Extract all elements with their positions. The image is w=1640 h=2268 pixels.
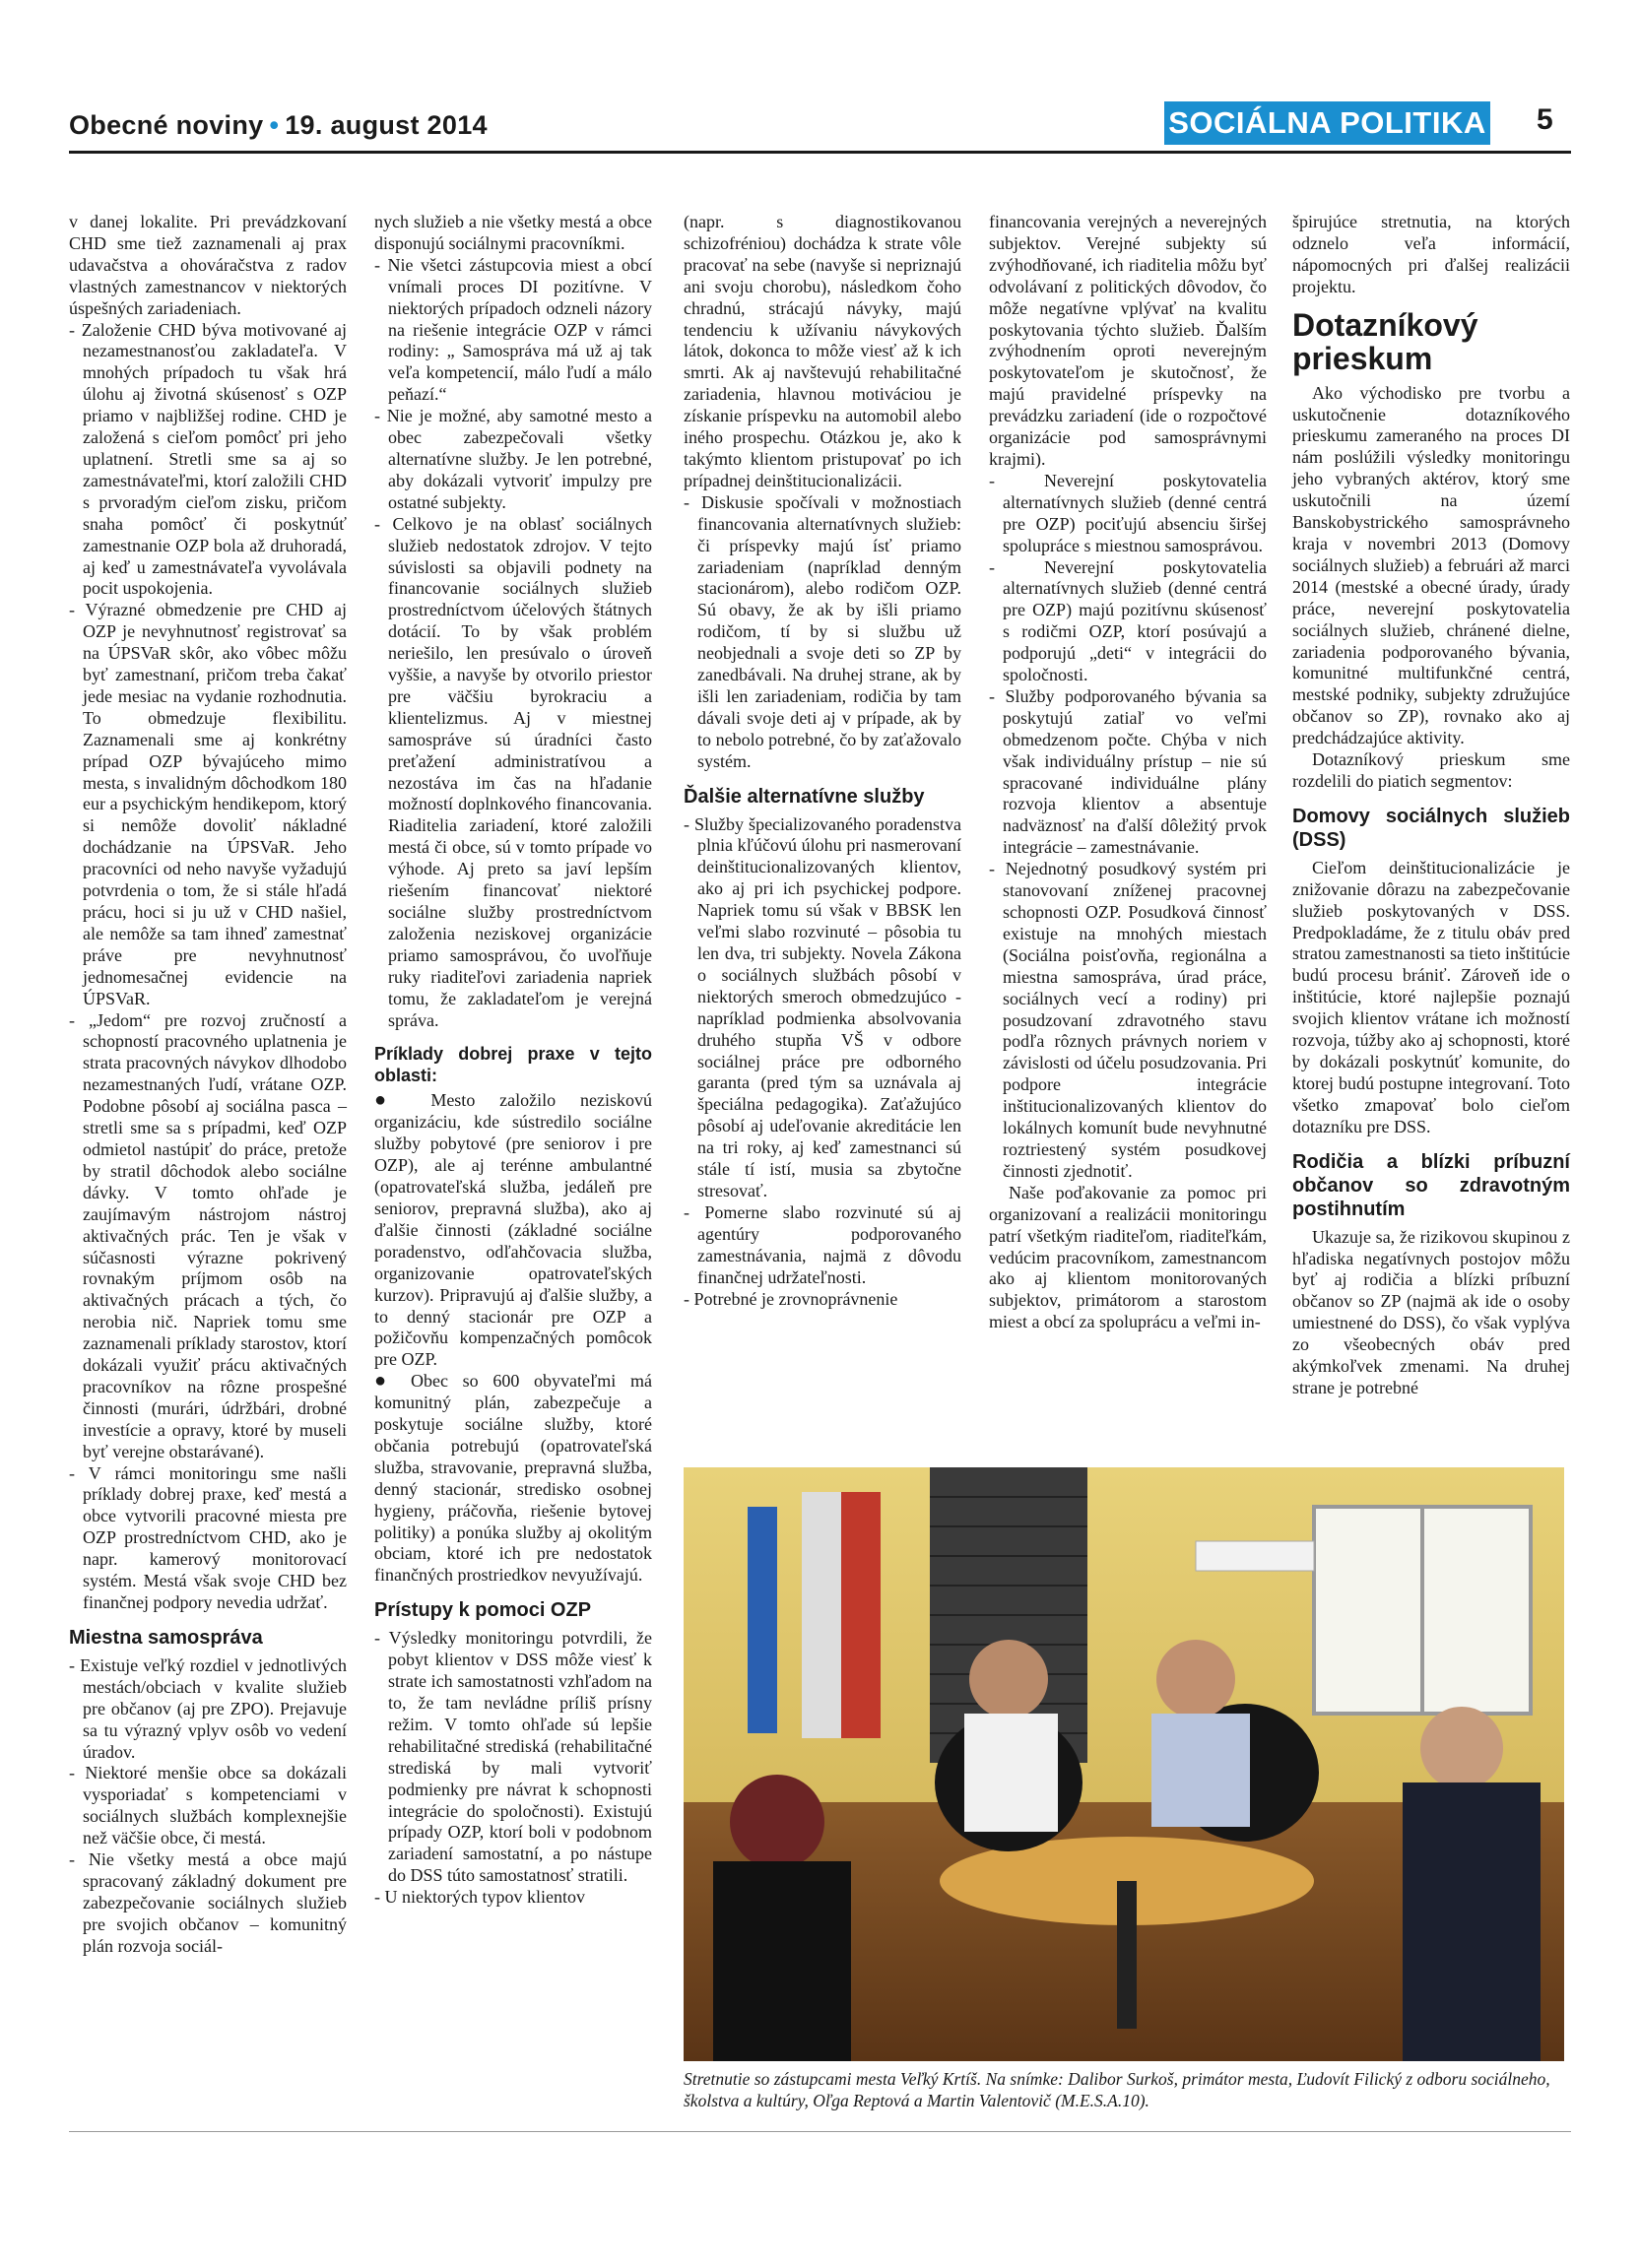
separator-dot: • — [269, 110, 280, 140]
paragraph: (napr. s diagnostikovanou schizofréniou) dochádza k strate vôle pracovať na sebe (navyše si nepriznajú ani svoju chorobu), následkom čoho chradnú, strácajú návyky, majú tendenciu k užívaniu návykových látok, dokonca to môže viesť až k ich smrti. Ak aj navštevujú rehabilitačné zariadenia, hlavnou motiváciou je získanie príspevku na automobil alebo iného prospechu. Otázkou je, ako k takýmto klientom pristupovať po ich prípadnej deinštitucionalizácii. — [684, 212, 961, 490]
meeting-photo — [684, 1467, 1564, 2061]
subheading: Rodičia a blízki príbuzní občanov so zdravotným postihnutím — [1292, 1150, 1570, 1220]
subheading: Prístupy k pomoci OZP — [374, 1599, 592, 1622]
paragraph: - Nie všetky mestá a obce majú spracovaný základný dokument pre zabezpečovanie sociálnych služieb pre svojich občanov – komunitný plán rozvoja sociál- — [69, 1849, 347, 1956]
masthead — [69, 110, 488, 141]
paragraph: Ako východisko pre tvorbu a uskutočnenie dotazníkového prieskumu zameraného na proces DI nám poslúžili výsledky monitoringu jeho vybraných aktérov, ktorý sme uskutočnili na území Banskobystrického samosprávneho kraja v novembri 2013 (Domovy sociálnych služieb) a februári až marci 2014 (mestské a obecné úrady, úrady práce, neverejní poskytovatelia sociálnych služieb, chránené dielne, zariadenia podporovaného bývania, komunitné multifunkčné centrá, mestské podniky, subjekty združujúce občanov so ZP), rovnako ako aj predchádzajúce aktivity. — [1292, 382, 1570, 748]
header-rule — [69, 151, 1571, 154]
paragraph: - Nie všetci zástupcovia miest a obcí vnímali proces DI pozitívne. V niektorých prípadoch odzneli názory na riešenie integrácie OZP v rámci rodiny: „ Samospráva má už aj tak veľa kompetencií, málo ľudí a málo peňazí.“ — [374, 254, 652, 405]
column-2 — [374, 212, 652, 1909]
paragraph: Naše poďakovanie za pomoc pri organizovaní a realizácii monitoringu patrí všetkým riaditeľom, riaditeľkám, vedúcim pracovníkom, zamestnancom ako aj klientom monitorovaných subjektov, primátorom a starostom miest a obcí za spoluprácu a veľmi in- — [989, 1182, 1267, 1332]
bullet-icon: ● — [374, 1089, 407, 1112]
bullet-item — [374, 1090, 652, 1371]
page-number: 5 — [1537, 103, 1553, 136]
paragraph: Dotazníkový prieskum sme rozdelili do piatich segmentov: — [1292, 749, 1570, 791]
paragraph: financovania verejných a neverejných subjektov. Verejné subjekty sú zvýhodňované, ich riaditelia môžu byť odvolávaní z politických dôvodov, čo môže negatívne vplývať na kvalitu poskytovania týchto služieb. Ďalším zvýhodnením oproti neverejným poskytovateľom je skutočnosť, že majú pravidelné príspevky na prevádzku zariadení (ide o rozpočtové organizácie pod samosprávnymi krajmi). — [989, 212, 1267, 469]
paragraph: Cieľom deinštitucionalizácie je znižovanie dôrazu na zabezpečovanie služieb poskytovaných v DSS. Predpokladáme, že z titulu obáv pred stratou zamestnanosti sa tieto inštitúcie budú procesu brániť. Zároveň ide o inštitúcie, ktoré najlepšie poznajú svojich klientov vrátane ich možností rozvoja, túžby ako aj schopnosti, ktoré by dokázali poskytnúť komunite, do ktorej budú postupne integrovaní. Toto všetko zmapovať bolo cieľom dotazníku pre DSS. — [1292, 857, 1570, 1136]
paragraph: nych služieb a nie všetky mestá a obce disponujú sociálnymi pracovníkmi. — [374, 212, 652, 253]
paragraph: - Služby podporovaného bývania sa poskytujú zatiaľ vo veľmi obmedzenom počte. Chýba v nich však individuálny prístup – nie sú spracované individuálne plány rozvoja klientov a absentuje nadväznosť na ďalší dôležitý prvok integrácie – zamestnávanie. — [989, 685, 1267, 858]
paragraph: - Potrebné je zrovnoprávnenie — [684, 1288, 898, 1309]
column-4 — [989, 212, 1267, 1333]
paragraph: - V rámci monitoringu sme našli príklady dobrej praxe, keď mestá a obce vytvorili pracovné miesta pre OZP prostredníctvom CHD, ako je napr. kamerový monitorovací systém. Mestá však svoje CHD bez finančnej podpory nevedia udržať. — [69, 1462, 347, 1612]
paragraph: Ukazuje sa, že rizikovou skupinou z hľadiska negatívnych postojov môžu byť aj rodičia a blízki príbuzní občanov so ZP (najmä ak ide o osoby umiestnené do DSS), čo však vyplýva zo všeobecných obáv pred akýmkoľvek zmenami. Na druhej strane je potrebné — [1292, 1226, 1570, 1397]
paragraph: - Založenie CHD býva motivované aj nezamestnanosťou zakladateľa. V mnohých prípadoch tu však hrá úlohu aj životná skúsenosť s OZP priamo v najbližšej rodine. CHD je založená s cieľom pomôcť pri jeho uplatnení. Stretli sme sa aj so zamestnávateľmi, ktorí založili CHD s prvoradým cieľom zisku, pričom snaha pomôcť či poskytnúť zamestnanie OZP bola až druhoradá, aj keď u zamestnávateľa vyvolávala pocit uspokojenia. — [69, 319, 347, 599]
section-heading: Dotazníkový prieskum — [1292, 306, 1478, 376]
paragraph: - „Jedom“ pre rozvoj zručností a schopností pracovného uplatnenia je strata pracovných návykov dlhodobo nezamestnaných ľudí, vrátane OZP. Podobne pôsobí aj sociálna pasca – stretli sme sa s prípadmi, keď OZP odmietol nastúpiť do práce, pretože by stratil dôchodok alebo sociálne dávky. V tomto ohľade je zaujímavým nástrojom nástroj aktivačných prác. Ten je však v súčasnosti výrazne pokrivený rovnakým príjmom osôb na aktivačných prácach a tých, čo nerobia nič. Napriek tomu sme zaznamenali príklady starostov, ktorí dokázali využiť prácu aktivačných pracovníkov na rôzne prospešné činnosti (murári, údržbári, drobné investície a opravy, ktoré by museli byť verejne obstarávané). — [69, 1009, 347, 1461]
paragraph: - Služby špecializovaného poradenstva plnia kľúčovú úlohu pri nasmerovaní deinštitucionalizovaných klientov, ako aj pri ich psychickej podpore. Napriek tomu sú však v BBSK len veľmi slabo rozvinuté – pôsobia tu len dva, tri subjekty. Novela Zákona o sociálnych službách pôsobí v niektorých smeroch obmedzujúco - napríklad podmienka absolvovania druhého stupňa VŠ v odbore sociálnej práce pre odborného garanta (pred tým sa uznávala aj špeciálna pedagogika). Zaťažujúco pôsobí aj udeľovanie akreditácie len na tri roky, aj keď zamestnanci sú stále tí istí, musia sa zbytočne stresovať. — [684, 813, 961, 1200]
paragraph: v danej lokalite. Pri prevádzkovaní CHD sme tiež zaznamenali aj prax udavačstva a ohováračstva z radov vlastných zamestnancov v niektorých úspešných zariadeniach. — [69, 212, 347, 318]
subheading: Miestna samospráva — [69, 1626, 263, 1649]
subheading: Príklady dobrej praxe v tejto oblasti: — [374, 1044, 652, 1086]
publication-name: Obecné noviny — [69, 110, 264, 140]
column-3 — [684, 212, 961, 1310]
section-title: SOCIÁLNA POLITIKA — [1164, 101, 1490, 145]
paragraph: - Výsledky monitoringu potvrdili, že pobyt klientov v DSS môže viesť k strate ich samostatnosti vzhľadom na to, že tam nevládne príliš prísny režim. V tomto ohľade sú lepšie rehabilitačné strediská (rehabilitačné strediská by mali vytvoriť podmienky pre návrat k schopnosti integrácie do spoločnosti). Existujú prípady OZP, ktorí boli v podobnom zariadení samostatní, a po nástupe do DSS túto samostatnosť stratili. — [374, 1628, 652, 1886]
column-5 — [1292, 212, 1570, 1399]
bullet-text: Obec so 600 obyvateľmi má komunitný plán, zabezpečuje a poskytuje sociálne služby, ktoré občania potrebujú (opatrovateľská služba, stravovanie, prepravná služba, denný stacionár, stredisko osobnej hygieny, práčovňa, riešenie bytovej politiky) a ponúka služby aj okolitým obciam, ktoré ich pre nedostatok finančných prostriedkov nevyužívajú. — [374, 1371, 652, 1586]
paragraph: - Pomerne slabo rozvinuté sú aj agentúry podporovaného zamestnávania, najmä z dôvodu finančnej udržateľnosti. — [684, 1201, 961, 1287]
paragraph: - Existuje veľký rozdiel v jednotlivých mestách/obciach v kvalite služieb pre občanov (aj pre ZPO). Prejavuje sa tu výrazný vplyv osôb vo vedení úradov. — [69, 1654, 347, 1762]
photo-caption: Stretnutie so zástupcami mesta Veľký Krtíš. Na snímke: Dalibor Surkoš, primátor mesta, Ľudovít Filický z odboru sociálneho, školstva a kultúry, Oľga Reptová a Martin Valentovič (M.E.S.A.10). — [684, 2069, 1550, 2110]
paragraph: - Neverejní poskytovatelia alternatívnych služieb (denné centrá pre OZP) majú pozitívnu skúsenosť s rodičmi OZP, ktorí posúvajú a podporujú „deti“ v integrácii do spoločnosti. — [989, 556, 1267, 685]
column-1 — [69, 212, 347, 1958]
paragraph: - Diskusie spočívali v možnostiach financovania alternatívnych služieb: či príspevky majú ísť priamo zariadeniam (napríklad denným stacionárom), alebo rodičom OZP. Sú obavy, že ak by išli priamo rodičom, tí by si službu už neobjednali a svoje deti so ZP by zanedbávali. Na druhej strane, ak by išli len zariadeniam, rodičia by tam dávali svoje deti aj v prípade, ak by to nebolo potrebné, čo by zaťažovalo systém. — [684, 491, 961, 771]
paragraph: - Výrazné obmedzenie pre CHD aj OZP je nevyhnutnosť registrovať sa na ÚPSVaR skôr, ako vôbec môžu byť zamestnaní, pričom treba čakať jede mesiac na vydanie rozhodnutia. To obmedzuje flexibilitu. Zaznamenali sme aj konkrétny prípad OZP bývajúceho mimo mesta, s invalidným dôchodkom 180 eur a psychickým hendikepom, ktorý si nemôže dovoliť nákladné dochádzanie na ÚPSVaR. Jeho pracovníci od neho navyše vyžadujú potvrdenia o tom, že si stále hľadá prácu, hoci si ju už v CHD našiel, ale nemôže sa tam ihneď zamestnať práve pre nevyhnutnosť jednomesačnej evidencie na ÚPSVaR. — [69, 600, 347, 1008]
subheading: Domovy sociálnych služieb (DSS) — [1292, 805, 1570, 851]
bullet-text: Mesto založilo neziskovú organizáciu, kde sústredilo sociálne služby pobytové (pre seniorov i pre OZP), ale aj terénne ambulantné (opatrovateľská služba, jedáleň pre seniorov, prepravná služba), ako aj ďalšie činnosti (základné sociálne poradenstvo, odľahčovacia služba, organizovanie opatrovateľských kurzov). Pripravujú aj ďalšie služby, a to denný stacionár pre OZP a požičovňu kompenzačných pomôcok pre OZP. — [374, 1090, 652, 1370]
paragraph: - Niektoré menšie obce sa dokázali vysporiadať s kompetenciami v sociálnych službách komplexnejšie než väčšie obce, či mestá. — [69, 1763, 347, 1848]
subheading: Ďalšie alternatívne služby — [684, 785, 925, 808]
paragraph: špirujúce stretnutia, na ktorých odznelo veľa informácií, nápomocných pri ďalšej realizácii projektu. — [1292, 212, 1570, 296]
photo-meeting-icon — [684, 1467, 1564, 2061]
bullet-icon: ● — [374, 1370, 397, 1393]
issue-date: 19. august 2014 — [285, 110, 488, 140]
paragraph: - Nie je možné, aby samotné mesto a obec zabezpečovali všetky alternatívne služby. Je len potrebné, aby dokázali vytvoriť impulzy pre ostatné subjekty. — [374, 406, 652, 512]
bullet-item — [374, 1371, 652, 1587]
paragraph: - Neverejní poskytovatelia alternatívnych služieb (denné centrá pre OZP) pociťujú absenciu širšej spolupráce s miestnou samosprávou. — [989, 470, 1267, 555]
paragraph: - Celkovo je na oblasť sociálnych služieb nedostatok zdrojov. V tejto súvislosti sa objavili podnety na financovanie sociálnych služieb prostredníctvom účelových štátnych dotácií. To by však problém neriešilo, len presúvalo o úroveň vyššie, a navyše by otvorilo priestor pre väčšiu byrokraciu a klientelizmus. Aj v miestnej samospráve sú úradníci často preťažení administratívou a nezostáva im čas na hľadanie možností doplnkového financovania. Riaditelia zariadení, ktoré založili mestá či obce, sú v tomto prípade vo výhode. Aj preto sa javí lepším riešením financovať niektoré sociálne služby prostredníctvom založenia neziskovej organizácie priamo samosprávou, čo uvoľňuje ruky riaditeľovi zariadenia napriek tomu, že zakladateľom je verejná správa. — [374, 513, 652, 1030]
footer-rule — [69, 2131, 1571, 2132]
paragraph: - U niektorých typov klientov — [374, 1887, 585, 1908]
paragraph: - Nejednotný posudkový systém pri stanovovaní zníženej pracovnej schopnosti OZP. Posudková činnosť existuje na mnohých miestach (Sociálna poisťovňa, regionálna a miestna samospráva, úrad práce, sociálnych vecí a rodiny) pri posudzovaní zdravotného stavu podľa rôznych právnych noriem v závislosti od účelu posudzovania. Pri podpore integrácie inštitucionalizovaných klientov do lokálnych komunít bude nevyhnutné roztriestený systém posudkovej činnosti zjednotiť. — [989, 859, 1267, 1181]
